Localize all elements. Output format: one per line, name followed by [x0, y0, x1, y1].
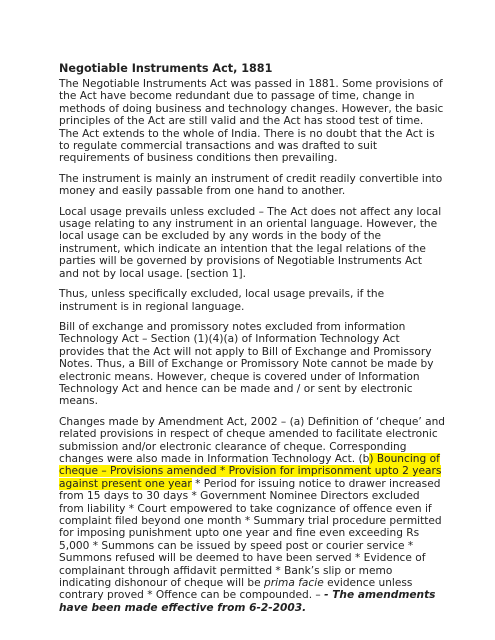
paragraph-local-usage: Local usage prevails unless excluded – The Act does not affect any local usage relating to any instrument in an oriental language. However, the local usage can be excluded by any words in the body of the instrument, which indicate an intention that the legal relations of the parties will be governed by provisions of Negotiable Instruments Act and not by local usage. [section 1]. — [59, 205, 442, 280]
amendment-text-part2: * Period for issuing notice to drawer increased from 15 days to 30 days * Government Nominee Directors excluded from liability * Court empowered to take cognizance of offence even if complaint filed beyond one month * Summary trial procedure permitted for imposing punishment upto one year and fine even exceeding Rs 5,000 * Summons can be issued by speed post or courier service * Summons refused will be deemed to have been served * Evidence of complainant through affidavit permitted * Bank’s slip or memo indicating dishonour of cheque will be — [59, 477, 442, 590]
paragraph-amendment-2002 — [59, 416, 445, 615]
prima-facie-italic: prima facie — [264, 577, 324, 590]
paragraph-it-act-exclusion: Bill of exchange and promissory notes excluded from information Technology Act – Section (1)(4)(a) of Information Technology Act provides that the Act will not apply to Bill of Exchange and Promissory Notes. Thus, a Bill of Exchange or Promissory Note cannot be made by electronic means. However, cheque is covered under of Information Technology Act and hence can be made and / or sent by electronic means. — [59, 320, 434, 408]
paragraph-intro: The Negotiable Instruments Act was passed in 1881. Some provisions of the Act have become redundant due to passage of time, change in methods of doing business and technology changes. However, the basic principles of the Act are still valid and the Act has stood test of time. The Act extends to the whole of India. There is no doubt that the Act is to regulate commercial transactions and was drafted to suit requirements of business conditions then prevailing. — [59, 78, 444, 165]
amendment-text-part3: evidence unless contrary proved * Offence can be compounded. – — [59, 577, 413, 602]
document-title: Negotiable Instruments Act, 1881 — [59, 62, 273, 75]
amendment-text-part1: Changes made by Amendment Act, 2002 – (a) Definition of ‘cheque’ and related provisions in respect of cheque amended to facilitate electronic submission and/or electronic clearance of cheque. Corresponding changes were also made in Information Technology Act. (b — [59, 415, 446, 465]
paragraph-instrument-credit: The instrument is mainly an instrument of credit readily convertible into money and easily passable from one hand to another. — [59, 172, 443, 198]
highlighted-bouncing-cheque-text: ) Bouncing of cheque – Provisions amended * Provision for imprisonment upto 2 years against present one year — [59, 452, 442, 490]
paragraph-regional-language: Thus, unless specifically excluded, local usage prevails, if the instrument is in regional language. — [59, 288, 385, 313]
effective-date-note: - The amendments have been made effective from 6-2-2003. — [59, 589, 436, 614]
